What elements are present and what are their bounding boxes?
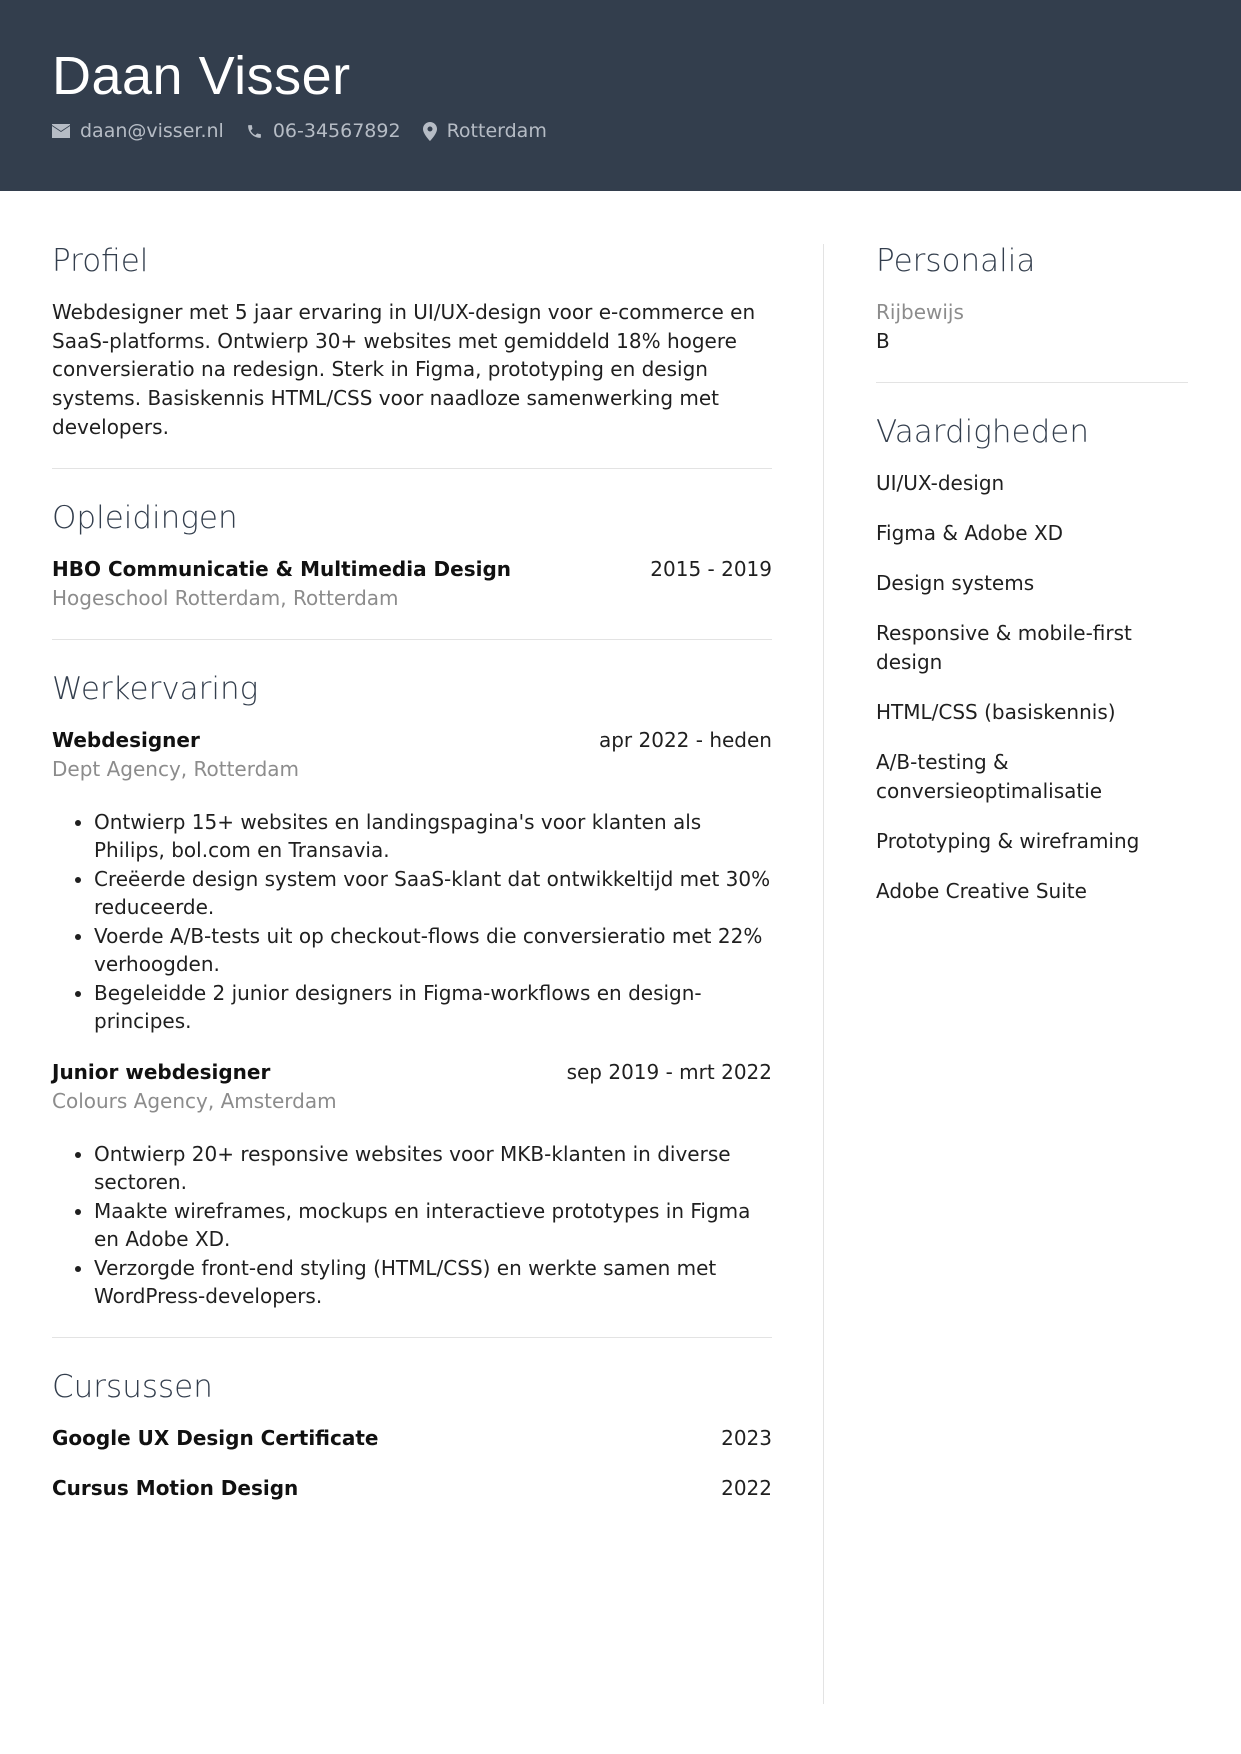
section-title-personal: Personalia: [876, 243, 1036, 279]
school-name: Hogeschool Rotterdam, Rotterdam: [52, 585, 399, 610]
divider: [52, 639, 772, 640]
job-company: Dept Agency, Rotterdam: [52, 756, 300, 781]
bullet-item: • Ontwierp 20+ responsive websites voor MKB-klanten in diverse sectoren.: [94, 1140, 772, 1197]
section-title-profile: Profiel: [52, 243, 149, 279]
bullet-item: • Verzorgde front-end styling (HTML/CSS) en werkte samen met WordPress-developers.: [94, 1254, 772, 1311]
bullet-item: • Ontwierp 15+ websites en landingspagina's voor klanten als Philips, bol.com en Transavia.: [94, 808, 772, 865]
experience-section: [52, 668, 772, 1311]
section-title-education: Opleidingen: [52, 499, 238, 536]
degree-title: HBO Communicatie & Multimedia Design: [52, 556, 512, 581]
skill-item: A/B-testing & conversieoptimalisatie: [876, 750, 1103, 803]
main-column: [52, 240, 772, 1524]
divider: [52, 468, 772, 469]
skill-item: Figma & Adobe XD: [876, 521, 1064, 545]
location-pin-icon: [423, 122, 437, 141]
personal-section: [876, 240, 1188, 356]
course-year: 2022: [721, 1475, 772, 1500]
job-dates: sep 2019 - mrt 2022: [566, 1059, 772, 1084]
skill-item: Design systems: [876, 571, 1035, 595]
job-bullets: [52, 808, 772, 1036]
job-entry: [52, 726, 772, 1036]
course-name: Cursus Motion Design: [52, 1475, 299, 1500]
divider: [876, 382, 1188, 383]
skill-item: Adobe Creative Suite: [876, 879, 1087, 903]
location-text: Rotterdam: [446, 120, 547, 142]
skill-item: UI/UX-design: [876, 471, 1005, 495]
course-entry: [52, 1474, 772, 1503]
cv-header: [0, 0, 1241, 191]
skills-section: [876, 411, 1188, 906]
skill-item: Prototyping & wireframing: [876, 829, 1140, 853]
course-entry: [52, 1424, 772, 1453]
section-title-experience: Werkervaring: [52, 670, 259, 707]
envelope-icon: [52, 124, 70, 138]
skill-item: HTML/CSS (basiskennis): [876, 700, 1116, 724]
job-role: Webdesigner: [52, 727, 200, 752]
side-column: [876, 240, 1188, 927]
job-entry: [52, 1058, 772, 1311]
courses-section: [52, 1366, 772, 1503]
bullet-item: • Creëerde design system voor SaaS-klant dat ontwikkeltijd met 30% reduceerde.: [94, 865, 772, 922]
section-title-courses: Cursussen: [52, 1368, 213, 1405]
course-name: Google UX Design Certificate: [52, 1425, 379, 1450]
education-entry: [52, 555, 772, 613]
contact-bar: [52, 120, 1241, 142]
bullet-item: • Maakte wireframes, mockups en interactieve prototypes in Figma en Adobe XD.: [94, 1197, 772, 1254]
bullet-item: • Begeleidde 2 junior designers in Figma-workflows en design-principes.: [94, 979, 772, 1036]
license-label: Rijbewijs: [876, 300, 964, 324]
profile-section: [52, 240, 772, 442]
education-section: [52, 497, 772, 613]
job-dates: apr 2022 - heden: [598, 727, 772, 752]
job-bullets: [52, 1140, 772, 1311]
section-title-skills: Vaardigheden: [876, 414, 1090, 450]
phone-icon: [246, 123, 263, 140]
course-year: 2023: [721, 1425, 772, 1450]
contact-email: [52, 120, 224, 142]
skill-item: Responsive & mobile-first design: [876, 621, 1132, 674]
phone-text: 06-34567892: [272, 120, 401, 142]
contact-location: [423, 120, 547, 142]
contact-phone: [246, 120, 401, 142]
education-dates: 2015 - 2019: [650, 556, 772, 581]
person-name: Daan Visser: [52, 46, 351, 106]
job-company: Colours Agency, Amsterdam: [52, 1088, 337, 1113]
column-divider: [823, 244, 824, 1704]
divider: [52, 1337, 772, 1338]
job-role: Junior webdesigner: [52, 1059, 271, 1084]
profile-text: Webdesigner met 5 jaar ervaring in UI/UX-design voor e-commerce en SaaS-platforms. Ontwierp 30+ websites met gemiddeld 18% hogere conversieratio na redesign. Sterk in Figma, prototyping en design systems. Basiskennis HTML/CSS voor naadloze samenwerking met developers.: [52, 300, 756, 439]
bullet-item: • Voerde A/B-tests uit op checkout-flows die conversieratio met 22% verhoogden.: [94, 922, 772, 979]
license-value: B: [876, 329, 890, 353]
email-text: daan@visser.nl: [80, 120, 224, 142]
